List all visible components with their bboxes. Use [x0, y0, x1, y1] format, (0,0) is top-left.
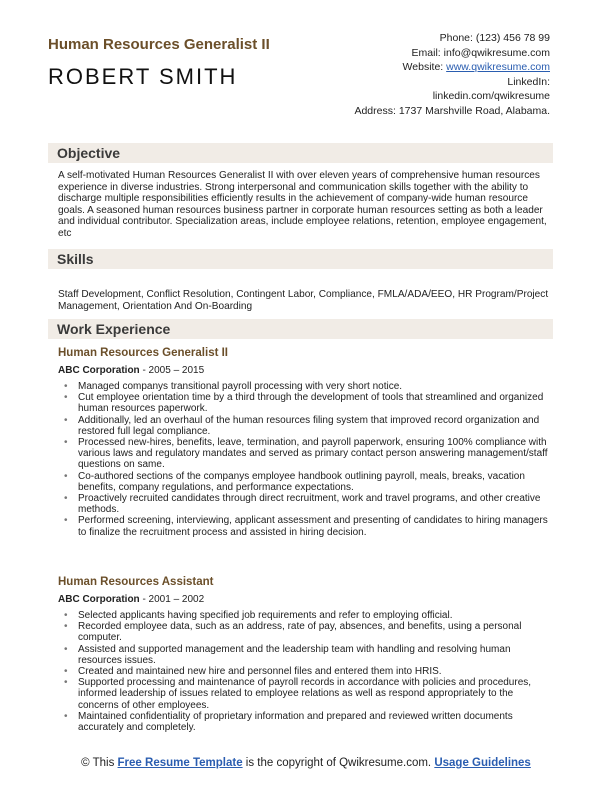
job-role-1: Human Resources Generalist II: [58, 347, 229, 359]
skills-heading: Skills: [57, 251, 94, 267]
contact-phone: [290, 31, 550, 46]
phone-label: Phone:: [439, 32, 473, 44]
usage-guidelines-link[interactable]: Usage Guidelines: [434, 757, 531, 769]
list-item: • Recorded employee data, such as an address, rate of pay, absences, and benefits, using a personal computer.: [64, 621, 553, 643]
contact-block: [290, 31, 550, 118]
contact-website: [290, 60, 550, 75]
phone-value: (123) 456 78 99: [475, 32, 550, 44]
email-value: info@qwikresume.com: [443, 46, 550, 59]
contact-linkedin-value: linkedin.com/qwikresume: [432, 90, 550, 102]
contact-address: [290, 104, 550, 119]
work-section-header: [48, 319, 553, 339]
company-name-1: ABC Corporation: [58, 365, 140, 376]
website-link[interactable]: www.qwikresume.com: [446, 61, 550, 73]
contact-linkedin-label: LinkedIn:: [507, 75, 550, 88]
free-resume-template-link[interactable]: Free Resume Template: [117, 757, 243, 769]
list-item: • Additionally, led an overhaul of the human resources filing system that improved record organization and restored full legal compliance.: [64, 415, 553, 437]
footer-middle: is the copyright of Qwikresume.com.: [242, 757, 435, 769]
job-dates-2: - 2001 – 2002: [139, 594, 205, 605]
address-label: Address:: [354, 104, 396, 117]
objective-heading: Objective: [57, 145, 121, 161]
list-item: • Created and maintained new hire and personnel files and entered them into HRIS.: [64, 666, 553, 677]
job-company-1: [58, 365, 204, 376]
objective-section-header: [48, 143, 553, 163]
job-role-2: Human Resources Assistant: [58, 576, 214, 588]
list-item: • Maintained confidentiality of proprietary information and prepared and reviewed written documents accurately and completely.: [64, 711, 553, 733]
address-value: 1737 Marshville Road, Alabama.: [398, 104, 550, 117]
list-item: • Assisted and supported management and the leadership team with handling and resolving human resources issues.: [64, 644, 553, 666]
copyright-footer: [48, 756, 564, 770]
skills-section-header: [48, 249, 553, 269]
candidate-name: ROBERT SMITH: [48, 64, 238, 89]
list-item: • Performed screening, interviewing, applicant assessment and presenting of candidates to hiring managers to finalize the recruitment process and assisted in hiring decision.: [64, 515, 553, 537]
email-label: Email:: [411, 46, 441, 59]
company-name-2: ABC Corporation: [58, 594, 140, 605]
footer-prefix: © This: [81, 757, 118, 769]
contact-email: [290, 46, 550, 61]
job-bullets-1: [64, 381, 553, 538]
skills-text: Staff Development, Conflict Resolution, Contingent Labor, Compliance, FMLA/ADA/EEO, HR Program/Project Management, Orientation And On-Boarding: [58, 289, 549, 312]
list-item: • Co-authored sections of the companys employee handbook outlining payroll, meals, breaks, vacation benefits, company regulations, and performance expectations.: [64, 471, 553, 493]
resume-job-title: Human Resources Generalist II: [48, 36, 270, 53]
list-item: • Managed companys transitional payroll processing with very short notice.: [64, 381, 553, 392]
job-company-2: [58, 594, 204, 605]
list-item: • Proactively recruited candidates through direct recruitment, work and travel programs, and other creative methods.: [64, 493, 553, 515]
work-heading: Work Experience: [57, 321, 171, 337]
list-item: • Processed new-hires, benefits, leave, termination, and payroll paperwork, ensuring 100% compliance with various laws and regulatory mandates and served as primary contact person answering management/staff questions on same.: [64, 437, 553, 471]
list-item: • Selected applicants having specified job requirements and refer to employing official.: [64, 610, 553, 621]
job-bullets-2: [64, 610, 553, 733]
job-dates-1: - 2005 – 2015: [139, 365, 205, 376]
list-item: • Cut employee orientation time by a third through the development of tools that streamlined and organized human resources paperwork.: [64, 392, 553, 414]
objective-text: A self-motivated Human Resources Generalist II with over eleven years of comprehensive human resources experience in diverse industries. Strong interpersonal and communication skills together with the ability to discharge multiple responsibilities efficiently results in the achievement of company-wide human resource goals. A seasoned human resources business partner in corporate human resources setting as both a leader and individual contributor. Specialization areas, include employee relations, retention, employee engagement, etc: [58, 170, 547, 239]
website-label: Website:: [402, 61, 444, 73]
list-item: • Supported processing and maintenance of payroll records in accordance with policies and procedures, informed leadership of issues related to employee relations as well as respond appropriately to the concerns of other employees.: [64, 677, 553, 711]
